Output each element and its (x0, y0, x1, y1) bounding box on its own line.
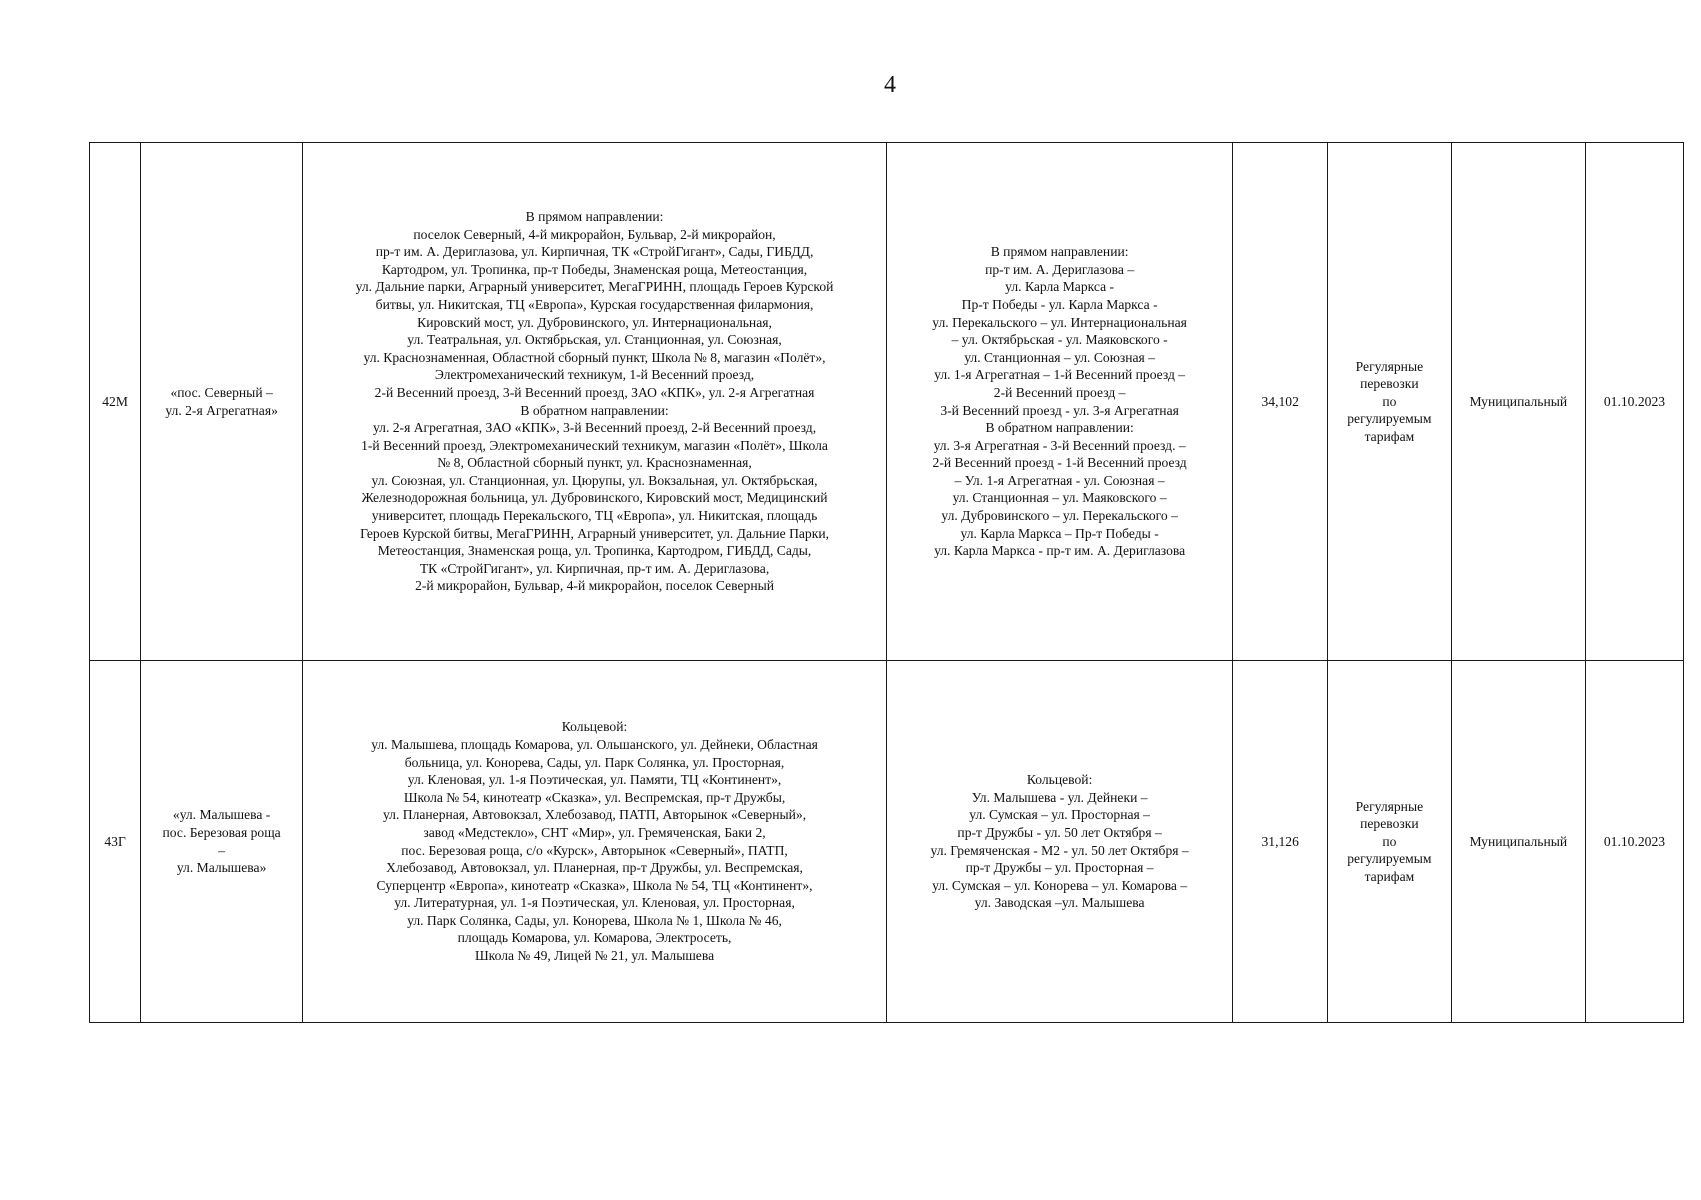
carriage-line: перевозки (1360, 376, 1419, 392)
stops-line: Железнодорожная больница, ул. Дубровинского, Кировский мост, Медицинский (361, 490, 828, 506)
streets-line: ул. Станционная – ул. Маяковского – (952, 490, 1167, 506)
route-name-line: «пос. Северный – (170, 384, 273, 400)
streets-line: ул. Карла Маркса – Пр-т Победы - (960, 525, 1159, 541)
route-name-line: пос. Березовая роща (162, 824, 281, 840)
table-row (90, 143, 1684, 661)
carriage-line: регулируемым (1347, 411, 1432, 427)
carriage-line: Регулярные (1355, 798, 1424, 814)
carriage-line: тарифам (1364, 428, 1415, 444)
streets-line: Пр-т Победы - ул. Карла Маркса - (961, 296, 1158, 312)
routes-table (89, 142, 1684, 1023)
route-stops (303, 143, 887, 661)
start-date: 01.10.2023 (1585, 143, 1683, 661)
stops-line: Суперцентр «Европа», кинотеатр «Сказка», Школа № 54, ТЦ «Континент», (376, 877, 813, 893)
streets-line: – ул. Октябрьская - ул. Маяковского - (951, 332, 1168, 348)
stops-line: больница, ул. Конорева, Сады, ул. Парк Солянка, ул. Просторная, (404, 754, 785, 770)
streets-line: ул. Дубровинского – ул. Перекальского – (941, 508, 1178, 524)
stops-line: ул. Малышева, площадь Комарова, ул. Ольшанского, ул. Дейнеки, Областная (371, 736, 818, 752)
stops-line: площадь Комарова, ул. Комарова, Электросеть, (457, 930, 732, 946)
streets-line: пр-т Дружбы – ул. Просторная – (965, 860, 1154, 876)
route-name (141, 661, 303, 1023)
route-streets (886, 661, 1232, 1023)
stops-line: ул. Парк Солянка, Сады, ул. Конорева, Школа № 1, Школа № 46, (407, 912, 782, 928)
stops-line: университет, площадь Перекальского, ТЦ «Европа», ул. Никитская, площадь (371, 508, 818, 524)
carriage-type (1328, 143, 1452, 661)
streets-line: В прямом направлении: (990, 244, 1129, 260)
carriage-line: тарифам (1364, 868, 1415, 884)
stops-line: В обратном направлении: (520, 402, 669, 418)
stops-line: поселок Северный, 4-й микрорайон, Бульвар, 2-й микрорайон, (413, 226, 776, 242)
route-name-line: ул. Малышева» (176, 860, 267, 876)
stops-line: 1-й Весенний проезд, Электромеханический техникум, магазин «Полёт», Школа (361, 437, 828, 453)
stops-line: 2-й микрорайон, Бульвар, 4-й микрорайон, поселок Северный (415, 578, 775, 594)
streets-line: Ул. Малышева - ул. Дейнеки – (971, 789, 1148, 805)
route-name-line: ул. 2-я Агрегатная» (165, 402, 278, 418)
carriage-line: перевозки (1360, 816, 1419, 832)
route-number: 43Г (90, 661, 141, 1023)
stops-line: Героев Курской битвы, МегаГРИНН, Аграрный университет, ул. Дальние Парки, (360, 525, 829, 541)
streets-line: ул. 3-я Агрегатная - 3-й Весенний проезд. – (933, 437, 1186, 453)
streets-line: ул. Карла Маркса - пр-т им. А. Дериглазова (934, 543, 1186, 559)
streets-line: ул. Заводская –ул. Малышева (974, 895, 1145, 911)
start-date: 01.10.2023 (1585, 661, 1683, 1023)
stops-line: Картодром, ул. Тропинка, пр-т Победы, Знаменская роща, Метеостанция, (381, 261, 808, 277)
carriage-line: по (1382, 833, 1397, 849)
route-length: 31,126 (1233, 661, 1328, 1023)
stops-line: Хлебозавод, Автовокзал, ул. Планерная, пр-т Дружбы, ул. Веспремская, (386, 860, 803, 876)
streets-line: ул. Станционная – ул. Союзная – (964, 349, 1156, 365)
route-name-line: «ул. Малышева - (172, 807, 271, 823)
stops-line: Метеостанция, Знаменская роща, ул. Тропинка, Картодром, ГИБДД, Сады, (377, 543, 812, 559)
stops-line: ул. Театральная, ул. Октябрьская, ул. Станционная, ул. Союзная, (407, 332, 782, 348)
stops-line: Кольцевой: (561, 719, 628, 735)
route-name (141, 143, 303, 661)
carriage-line: регулируемым (1347, 851, 1432, 867)
streets-line: ул. Карла Маркса - (1005, 279, 1115, 295)
stops-line: ТК «СтройГигант», ул. Кирпичная, пр-т им. А. Дериглазова, (419, 560, 770, 576)
route-streets (886, 143, 1232, 661)
streets-line: 2-й Весенний проезд – (993, 384, 1126, 400)
route-number: 42М (90, 143, 141, 661)
stops-line: ул. Кленовая, ул. 1-я Поэтическая, ул. Памяти, ТЦ «Континент», (407, 772, 782, 788)
stops-line: ул. Литературная, ул. 1-я Поэтическая, ул. Кленовая, ул. Просторная, (394, 895, 795, 911)
stops-line: 2-й Весенний проезд, 3-й Весенний проезд, ЗАО «КПК», ул. 2-я Агрегатная (374, 384, 815, 400)
route-name-line: – (218, 842, 226, 858)
stops-line: Кировский мост, ул. Дубровинского, ул. Интернациональная, (417, 314, 772, 330)
streets-line: ул. Сумская – ул. Конорева – ул. Комарова – (932, 877, 1188, 893)
streets-line: пр-т Дружбы - ул. 50 лет Октября – (957, 824, 1162, 840)
streets-line: В обратном направлении: (985, 420, 1134, 436)
carriage-type (1328, 661, 1452, 1023)
stops-line: № 8, Областной сборный пункт, ул. Краснознаменная, (437, 455, 752, 471)
stops-line: В прямом направлении: (525, 208, 664, 224)
streets-line: 2-й Весенний проезд - 1-й Весенний проезд (932, 455, 1187, 471)
stops-line: пос. Березовая роща, с/о «Курск», Авторынок «Северный», ПАТП, (401, 842, 788, 858)
carriage-line: по (1382, 393, 1397, 409)
route-stops (303, 661, 887, 1023)
carriage-line: Регулярные (1355, 358, 1424, 374)
page-number: 4 (884, 72, 896, 98)
stops-line: Школа № 49, Лицей № 21, ул. Малышева (474, 948, 715, 964)
stops-line: пр-т им. А. Дериглазова, ул. Кирпичная, ТК «СтройГигант», Сады, ГИБДД, (375, 244, 814, 260)
stops-line: завод «Медстекло», СНТ «Мир», ул. Гремяченская, Баки 2, (423, 824, 766, 840)
streets-line: ул. Гремяченская - М2 - ул. 50 лет Октября – (930, 842, 1189, 858)
table-row (90, 661, 1684, 1023)
stops-line: ул. Краснознаменная, Областной сборный пункт, Школа № 8, магазин «Полёт», (363, 349, 826, 365)
route-kind: Муниципальный (1451, 661, 1585, 1023)
streets-line: ул. Перекальского – ул. Интернациональная (932, 314, 1187, 330)
streets-line: пр-т им. А. Дериглазова – (985, 261, 1135, 277)
stops-line: ул. 2-я Агрегатная, ЗАО «КПК», 3-й Весенний проезд, 2-й Весенний проезд, (372, 420, 817, 436)
streets-line: ул. 1-я Агрегатная – 1-й Весенний проезд – (934, 367, 1186, 383)
route-length: 34,102 (1233, 143, 1328, 661)
stops-line: Школа № 54, кинотеатр «Сказка», ул. Веспремская, пр-т Дружбы, (403, 789, 786, 805)
stops-line: ул. Планерная, Автовокзал, Хлебозавод, ПАТП, Авторынок «Северный», (382, 807, 807, 823)
streets-line: Кольцевой: (1026, 772, 1093, 788)
stops-line: битвы, ул. Никитская, ТЦ «Европа», Курская государственная филармония, (375, 296, 814, 312)
stops-line: ул. Дальние парки, Аграрный университет, МегаГРИНН, площадь Героев Курской (355, 279, 834, 295)
stops-line: Электромеханический техникум, 1-й Весенний проезд, (434, 367, 755, 383)
streets-line: 3-й Весенний проезд - ул. 3-я Агрегатная (940, 402, 1179, 418)
route-kind: Муниципальный (1451, 143, 1585, 661)
streets-line: ул. Сумская – ул. Просторная – (969, 807, 1150, 823)
streets-line: – Ул. 1-я Агрегатная - ул. Союзная – (954, 472, 1165, 488)
stops-line: ул. Союзная, ул. Станционная, ул. Цюрупы, ул. Вокзальная, ул. Октябрьская, (371, 472, 818, 488)
